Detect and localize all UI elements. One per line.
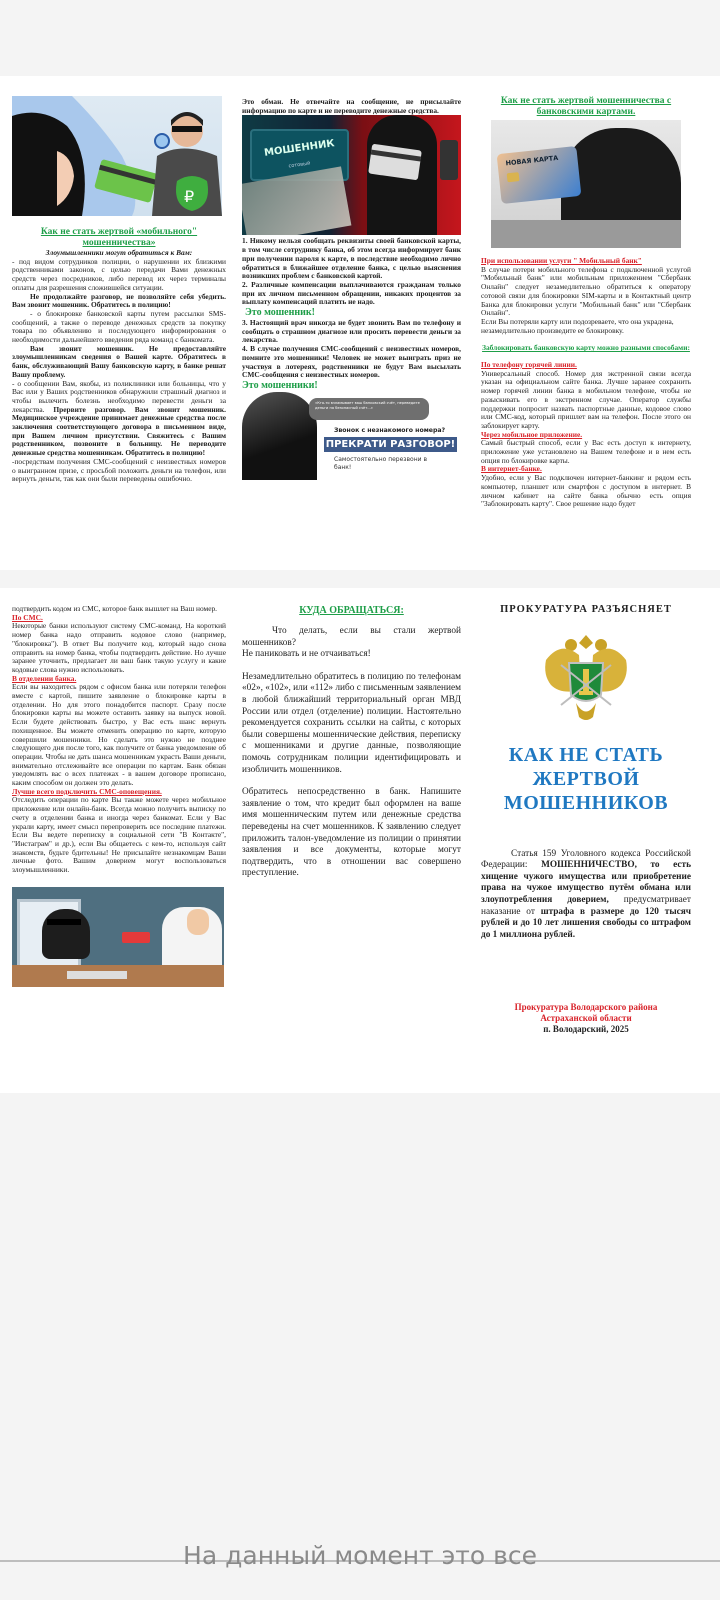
these-are-fraudsters-heading: Это мошенники! (242, 379, 318, 391)
speech-bubble: «Кто-то взламывает ваш банковский счёт, переведите деньги на безопасный счёт...» (309, 398, 429, 420)
paragraph: Незамедлительно обратитесь в полицию по телефонам «02», «102», или «112» либо с письменным заявлением в любой ближайший территориальный орган МВД России или отдел (отделение) полиции. Настоятельно рекомендуется сохранить ссылки на сайты, с которых были совершены мошеннические действия, переписку с мошенниками и другие данные, позволяющие помочь сотрудникам полиции идентифицировать и изобличить мошенников. (242, 671, 461, 775)
end-of-content-text: На данный момент это все (183, 1541, 537, 1570)
paragraph: Некоторые банки используют систему СМС-команд. На короткий номер банка надо отправить кодовое слово (например, "блокировка"). В ответ Вы получите код, который надо снова отправить на номер банка, чтобы подтвердить действие. Но лучше заранее уточнить, предлагает ли ваш банк такую услугу и какие кодовые слова нужно использовать. (12, 621, 226, 674)
mobile-bank-heading: При использовании услуги " Мобильный банк" (481, 256, 642, 265)
card-chip (507, 172, 520, 182)
this-is-fraudster-heading: Это мошенник! (245, 307, 315, 319)
article-definition: МОШЕННИЧЕСТВО, то есть хищение чужого имущества или приобретение права на чужое имущество путём обмана или злоупотребления доверием, (481, 860, 692, 906)
page2-column-1 (12, 605, 226, 987)
mobile-fraud-title: Как не стать жертвой «мобильного" мошенничества» (40, 227, 198, 248)
list-item-3: 3. Настоящий врач никогда не будет звонить Вам по телефону и сообщать о страшном диагнозе или просить перевести деньги за лекарства. (242, 318, 461, 345)
prosecutor-emblem (541, 625, 631, 725)
subtitle: Злоумышленники могут обратиться к Вам: (45, 248, 193, 257)
paragraph: -посредствам получения СМС-сообщений с неизвестных номеров о выигранном призе, с просьбой положить деньги на телефон, или вернуть деньги, так как они были переведены ошибочно. (12, 456, 226, 484)
stop-call-banner (242, 392, 457, 480)
new-bank-card (497, 146, 582, 204)
thief (42, 909, 90, 959)
where-to-apply-title: КУДА ОБРАЩАТЬСЯ: (299, 605, 404, 616)
article-intro: Статья 159 Уголовного кодекса Российской Федерации: (481, 848, 691, 871)
sms-heading: По СМС. (12, 612, 43, 622)
hotline-heading: По телефону горячей линии. (481, 360, 577, 370)
page1-column-1 (12, 96, 226, 484)
criminal-code-article (481, 849, 691, 942)
masked-man (242, 392, 317, 480)
paragraph-text: - о сообщении Вам, якобы, из поликлиники или больницы, что у Вас или у Ваших родственников обнаружили страшный диагноз и чтобы вылечить болезнь необходимо перевести деньги за лекарства. (12, 378, 226, 414)
phone-screen-label: МОШЕННИК (263, 138, 336, 160)
answer: Не паниковать и не отчаиваться! (242, 649, 371, 660)
red-card (122, 932, 150, 943)
paragraph: Удобно, если у Вас подключен интернет-банкинг и рядом есть компьютер, планшет или смартфон с доступом в интернет. В личном кабинет на сайте банка обычно есть опция "Заблокировать карту". Свое решение надо будет (481, 473, 691, 509)
paragraph: - под видом сотрудников полиции, о нарушении их близкими родственниками законов, с целью передачи Вами денежных средств через посредников, либо перевод их через терминалы оплаты для разрешения сложившейся ситуации. (12, 256, 226, 292)
location-year: п. Володарский, 2025 (543, 1024, 629, 1034)
list-item-1: 1. Никому нельзя сообщать реквизиты своей банковской карты, в том числе сотруднику банка, об этом всегда информирует банк при получении пароля к карте, в последствие необходимо лично обратиться в ближайшее отделение банка, с целью выяснения возникших проблем с банковской картой. (242, 236, 461, 281)
question: Что делать, если вы стали жертвой мошенников? (242, 626, 461, 648)
bank-branch-heading: В отделении банка. (12, 673, 77, 683)
prosecutor-header: ПРОКУРАТУРА РАЗЪЯСНЯЕТ (500, 604, 672, 615)
paragraph: подтвердить кодом из СМС, которое банк вышлет на Ваш номер. (12, 604, 218, 613)
keyboard (67, 971, 127, 979)
paragraph: Если Вы потеряли карту или подозреваете, что она украдена, незамедлительно произведите ее блокировку. (481, 316, 674, 335)
paragraph (12, 380, 226, 458)
end-of-content-divider (0, 1540, 720, 1580)
phone (440, 140, 458, 180)
warning-paragraph: Вам звонит мошенник. Не предоставляйте злоумышленникам сведения о Вашей карте. Обратитесь в банк, обслуживающий Вашу банковскую карту, в банке решат Вашу проблему. (12, 343, 226, 379)
page1-column-2 (242, 98, 461, 480)
bank-card-fraud-title: Как не стать жертвой мошенничества с банковскими картами. (500, 96, 672, 117)
article-penalty-intro: предусматривает наказание от (481, 895, 691, 917)
laptop (491, 220, 681, 248)
paragraph: Отследить операции по карте Вы также можете через мобильное приложение или онлайн-банк. Всегда можно получить выписку по счету в отделении банка и иногда через банкомат. Если у Вас украли карту, имеет смысл перепроверить все последние платежи. Если Вы ведете переписку в социальной сети "В Контакте", "Инстаграм" и др.), если Вы общаетесь с кем-то, используя сайт знакомств, будьте бдительны! Не присылайте незнакомцам Ваши личные фото. Вашим доверием могут воспользоваться злоумышленники. (12, 795, 226, 875)
paragraph: Самый быстрый способ, если у Вас есть доступ к интернету, приложение уже установлено на Вашем телефоне и в нем есть опция по блокировке карты. (481, 438, 691, 465)
main-title: КАК НЕ СТАТЬ ЖЕРТВОЙ МОШЕННИКОВ (503, 743, 669, 814)
unknown-number-question: Звонок с незнакомого номера? (334, 426, 446, 434)
page2-column-2 (242, 605, 461, 880)
svg-text:₽: ₽ (184, 187, 195, 206)
thief-from-monitor-illustration (12, 887, 224, 987)
region-name: Астраханской области (540, 1013, 632, 1023)
paragraph: Универсальный способ. Номер для экстренной связи всегда указан на официальном сайте банка. Лучше заранее сохранить номер горячей линии банка в мобильном телефоне, чтобы не разыскивать его в экстренном случае. Оператор службы поддержки попросит назвать паспортные данные, кодовое слово или СМС-код, который пришлет вам на телефон. После этого он заблокирует карту. (481, 368, 691, 430)
paragraph: Обратитесь непосредственно в банк. Напишите заявление о том, что кредит был оформлен на ваше имя мошенническим путем или денежные средства переведены на счет мошенников. К заявлению следует приложить талон-уведомление из полиции о принятии заявления и все документы, которые могут подтвердить, что в отношении вас совершено преступление. (242, 787, 461, 879)
hacker-with-card-image (491, 120, 681, 248)
thief-mask (47, 919, 81, 925)
warning-text: Прервите разговор. Вам звонит мошенник. Медицинское учреждение принимает денежные средства после заключения соответствующего договора в письменном виде, при Вашем личном присутствии. Свяжитесь с Вашим родственником, позвоните в больницу. Не переводите денежные средства мошенникам. Обратитесь в полицию! (12, 404, 226, 458)
list-item-2: 2. Различные компенсации выплачиваются гражданам только при их личном письменном обращении, никаких процентов за выплату компенсаций платить не надо. (242, 279, 461, 307)
block-card-subheading: Заблокировать банковскую карту можно разными способами: (482, 343, 690, 353)
intro-paragraph: Это обман. Не отвечайте на сообщение, не присылайте информацию по карте и не переводите денежные средства. (242, 97, 461, 115)
victim-face (187, 909, 209, 935)
phone-screen-sublabel: сотовый (288, 160, 311, 170)
double-headed-eagle-icon (541, 625, 631, 725)
page2-column-3 (481, 604, 692, 1034)
signature-block (481, 1002, 691, 1035)
sms-notifications-heading: Лучше всего подключить СМС-оповещения. (12, 786, 162, 796)
scammer-phone-cards-image (242, 115, 461, 235)
paragraph: - о блокировке банковской карты путем рассылки SMS-сообщений, а также о переводе денежных средств за покупку товара по объявлению и последующего информирования о необходимости дальнейшего введения ряда команд с банкомата. (12, 308, 226, 345)
internet-bank-heading: В интернет-банке. (481, 464, 542, 474)
paragraph: Если вы находитесь рядом с офисом банка или потеряли телефон вместе с картой, пишите заявление о блокировке карты в отделении. Но для этого понадобится паспорт. Сразу после блокировки карты вы можете оставить заявку на выпуск новой. Если будете действовать быстро, у Вас есть шанс вернуть похищенное. Вы можете отменить операцию по карте, которую совершили мошенники. Но сделать это нужно не позднее следующего дня после того, как получите от банка уведомление об операции. Чтобы не дать шанса мошенникам украсть Ваши деньги, внимательно отслеживайте все операции по картам. Банк обязан уведомлять вас о всех платежах - в вашем договоре прописано, каким способом он должен это делать. (12, 682, 226, 788)
card-label: НОВАЯ КАРТА (505, 153, 559, 168)
page1-column-3 (481, 96, 691, 509)
woman-and-thief-illustration (12, 96, 222, 216)
brochure-page-2 (0, 588, 720, 1093)
mobile-app-heading: Через мобильное приложение. (481, 429, 583, 439)
prosecutor-office-name: Прокуратура Володарского района (514, 1002, 658, 1012)
fraud-illustration-icon (12, 96, 222, 216)
brochure-page-1 (0, 76, 720, 570)
call-bank-advice: Самостоятельно перезвони в банк! (334, 455, 427, 471)
warning-paragraph: Не продолжайте разговор, не позволяйте себя убедить. Вам звонит мошенник. Обратитесь в полицию! (12, 291, 226, 310)
article-penalty: штрафа в размере до 120 тысяч рублей и до 10 лет лишения свободы со штрафом до 1 миллиона рублей. (481, 906, 691, 940)
stop-talking-cta: ПРЕКРАТИ РАЗГОВОР! (325, 438, 456, 450)
list-item-4: 4. В случае получения СМС-сообщений с неизвестных номеров, помните это мошенники! Человек не может выиграть приз не участвуя в лотереях, родственники не будут Вам высылать СМС-сообщения с неизвестных номеров. (242, 344, 461, 380)
paragraph: В случае потери мобильного телефона с подключенной услугой "Мобильный банк" или мобильным приложением "Сбербанк Онлайн" следует незамедлительно обратиться к оператору сотовой связи для блокировки SIM-карты и в Контактный центр Банка для блокировки услуги "Мобильный банк" или "Сбербанк Онлайн". (481, 264, 691, 318)
